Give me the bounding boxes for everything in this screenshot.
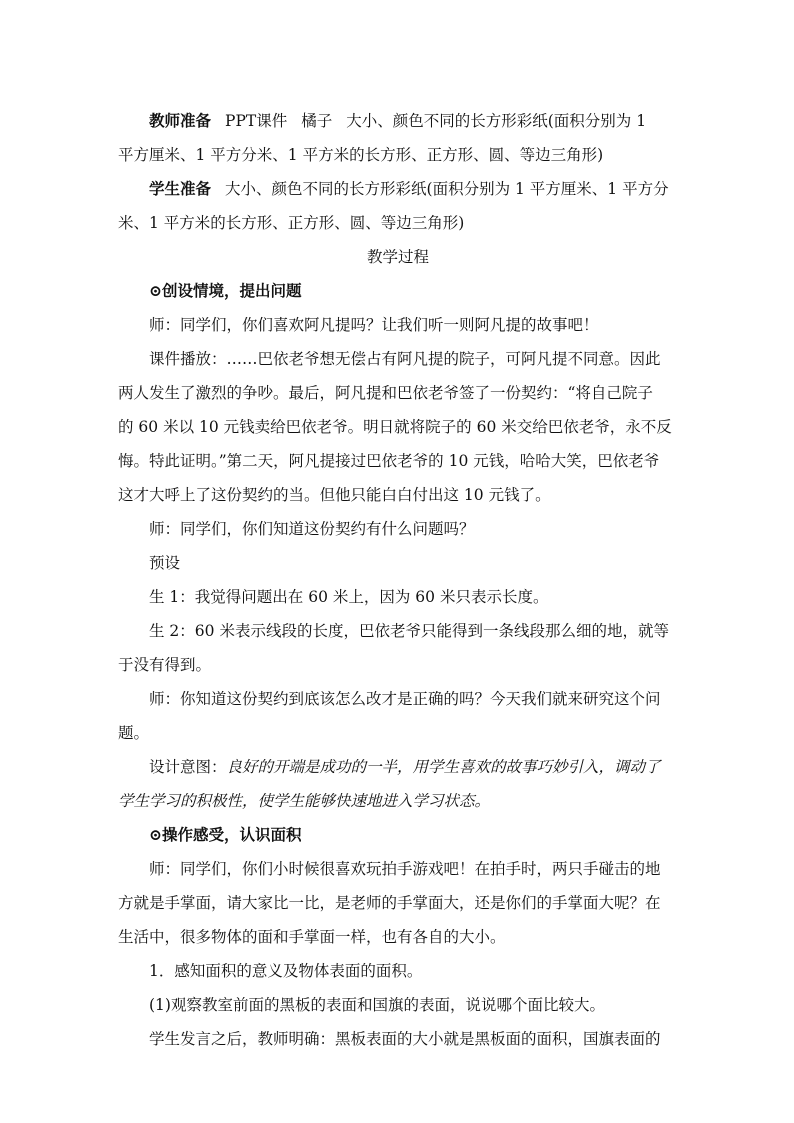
teacher-prep-line [118,104,709,138]
paragraph-line: 生活中，很多物体的面和手掌面一样，也有各自的大小。 [118,928,506,946]
paragraph-line: 悔。特此证明。”第二天，阿凡提接过巴依老爷的 10 元钱，哈哈大笑，巴依老爷 [118,452,660,470]
paragraph-line: 课件播放：……巴依老爷想无偿占有阿凡提的院子，可阿凡提不同意。因此 [149,350,661,368]
teacher-prep-rest: 大小、颜色不同的长方形彩纸(面积分别为 1 [346,112,647,130]
sub-item: (1)观察教室前面的黑板的表面和国旗的表面，说说哪个面比较大。 [149,996,605,1014]
design-intent-line [118,750,709,784]
paragraph-line: 学生发言之后，教师明确：黑板表面的大小就是黑板面的面积，国旗表面的 [149,1030,661,1048]
step2-heading: ⊙操作感受，认识面积 [149,825,302,844]
paragraph-line: 这才大呼上了这份契约的当。但他只能白白付出这 10 元钱了。 [118,486,551,504]
teacher-prep-item-orange: 橘子 [301,112,333,130]
paragraph-line: 师：你知道这份契约到底该怎么改才是正确的吗？今天我们就来研究这个问 [149,690,661,708]
teacher-prep-label: 教师准备 [149,111,212,130]
paragraph-line: 的 60 米以 10 元钱卖给巴依老爷。明日就将院子的 60 米交给巴依老爷，永不反 [118,418,672,436]
paragraph-line: 题。 [118,724,150,742]
paragraph-line: 师：同学们，你们知道这份契约有什么问题吗？ [149,520,475,538]
paragraph-line: 生 2：60 米表示线段的长度，巴依老爷只能得到一条线段那么细的地，就等 [149,622,669,640]
preset-label: 预设 [149,554,181,572]
paragraph-line: 于没有得到。 [118,656,212,674]
student-prep-rest: 大小、颜色不同的长方形彩纸(面积分别为 1 平方厘米、1 平方分 [225,180,669,198]
teacher-prep-line-2: 平方厘米、1 平方分米、1 平方米的长方形、正方形、圆、等边三角形) [118,146,604,164]
paragraph-line: 生 1：我觉得问题出在 60 米上，因为 60 米只表示长度。 [149,588,549,606]
student-prep-line [118,172,709,206]
design-intent-line-2: 学生学习的积极性，使学生能够快速地进入学习状态。 [118,792,491,810]
numbered-item: 1．感知面积的意义及物体表面的面积。 [149,962,423,980]
student-prep-label: 学生准备 [149,179,212,198]
paragraph-line: 师：同学们，你们小时候很喜欢玩拍手游戏吧！在拍手时，两只手碰击的地 [149,860,661,878]
paragraph-line: 方就是手掌面，请大家比一比，是老师的手掌面大，还是你们的手掌面大呢？在 [118,894,661,912]
paragraph-line: 师：同学们，你们喜欢阿凡提吗？让我们听一则阿凡提的故事吧！ [149,316,599,334]
student-prep-line-2: 米、1 平方米的长方形、正方形、圆、等边三角形) [118,214,465,232]
step1-heading: ⊙创设情境，提出问题 [149,281,302,300]
paragraph-line: 两人发生了激烈的争吵。最后，阿凡提和巴依老爷签了一份契约：“将自己院子 [118,384,653,402]
design-intent-text: 良好的开端是成功的一半，用学生喜欢的故事巧妙引入，调动了 [226,758,661,776]
design-intent-label: 设计意图： [149,758,227,776]
teacher-prep-item-ppt: PPT课件 [225,112,288,130]
section-title: 教学过程 [366,248,429,266]
